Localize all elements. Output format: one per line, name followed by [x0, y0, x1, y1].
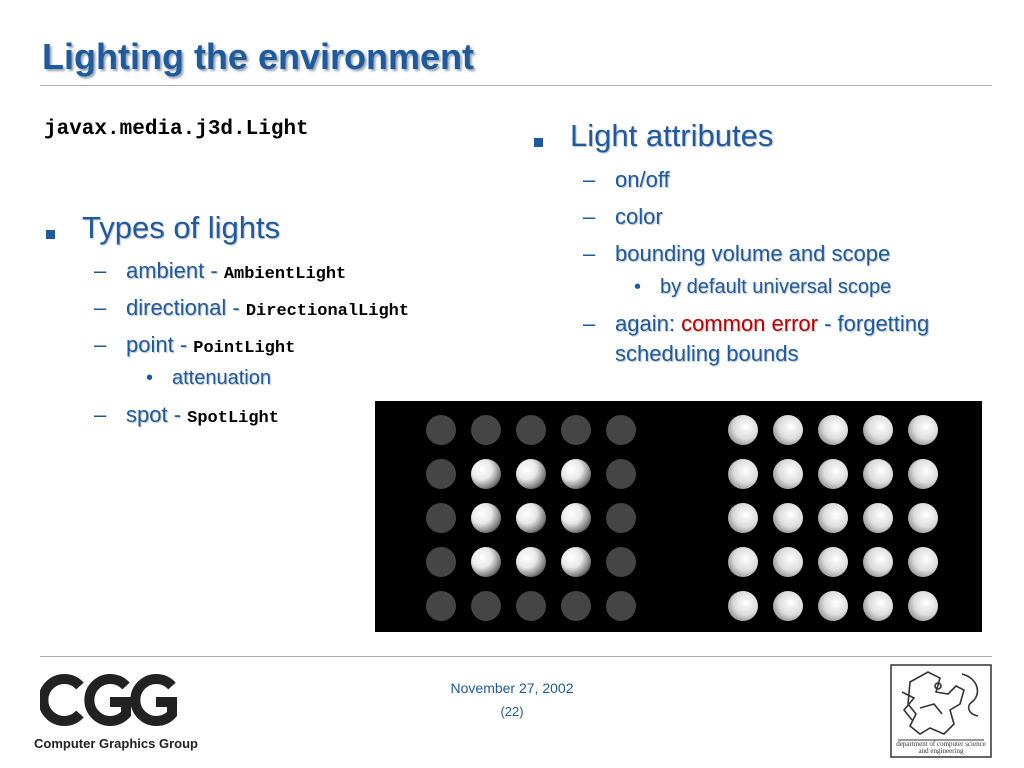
item-code: PointLight	[193, 339, 296, 358]
sphere	[863, 591, 893, 621]
sphere	[426, 503, 456, 533]
department-crest-logo	[890, 664, 992, 758]
sphere	[516, 591, 546, 621]
dash-bullet-icon: –	[583, 204, 596, 229]
crest-caption-line2: and engineering	[918, 747, 964, 755]
list-item-ambient	[126, 258, 346, 284]
sphere	[728, 547, 758, 577]
package-name: javax.media.j3d.Light	[44, 118, 309, 141]
group-name: Computer Graphics Group	[34, 736, 198, 751]
list-item-point	[126, 332, 295, 358]
crest-caption-line1: department of computer science	[896, 740, 986, 748]
sphere	[773, 459, 803, 489]
sphere	[561, 547, 591, 577]
sphere	[516, 503, 546, 533]
sphere	[426, 459, 456, 489]
sphere	[728, 459, 758, 489]
item-label: directional -	[126, 295, 246, 320]
sphere	[606, 503, 636, 533]
dash-bullet-icon: –	[94, 295, 107, 320]
sphere	[908, 503, 938, 533]
dash-bullet-icon: –	[94, 402, 107, 427]
sphere	[516, 415, 546, 445]
sphere	[863, 503, 893, 533]
sphere	[471, 459, 501, 489]
left-sphere-grid	[426, 415, 636, 621]
again-suffix: - forgetting	[817, 311, 930, 336]
slide-title: Lighting the environment	[42, 36, 474, 77]
dash-bullet-icon: –	[583, 167, 596, 192]
sphere	[908, 459, 938, 489]
title-divider	[40, 85, 992, 86]
sphere	[471, 591, 501, 621]
square-bullet-icon	[46, 230, 55, 239]
sphere	[863, 415, 893, 445]
list-item-spot	[126, 402, 279, 428]
sphere	[818, 547, 848, 577]
item-label: spot -	[126, 402, 188, 427]
again-prefix: again:	[615, 311, 682, 336]
right-sphere-grid	[728, 415, 938, 621]
sphere	[818, 591, 848, 621]
dash-bullet-icon: –	[94, 258, 107, 283]
dash-bullet-icon: –	[583, 241, 596, 266]
sphere	[818, 415, 848, 445]
sphere	[773, 503, 803, 533]
sphere	[818, 503, 848, 533]
list-item-directional	[126, 295, 409, 321]
sphere	[426, 415, 456, 445]
sphere	[908, 547, 938, 577]
square-bullet-icon	[534, 138, 543, 147]
sphere-grid-render-image	[375, 401, 982, 632]
list-item-bounding-volume: bounding volume and scope	[615, 241, 891, 266]
sphere	[561, 459, 591, 489]
lion-crest-icon	[890, 664, 992, 758]
footer-divider	[40, 656, 992, 657]
sphere	[728, 503, 758, 533]
dot-bullet-icon: •	[146, 367, 154, 389]
sphere	[863, 459, 893, 489]
sphere	[606, 415, 636, 445]
dash-bullet-icon: –	[94, 332, 107, 357]
sphere	[606, 591, 636, 621]
list-item-common-error	[615, 311, 929, 337]
list-item-attenuation: attenuation	[172, 367, 271, 389]
sphere	[818, 459, 848, 489]
sphere	[471, 547, 501, 577]
sphere	[516, 459, 546, 489]
list-item-color: color	[615, 204, 663, 229]
item-code: AmbientLight	[223, 265, 347, 284]
item-label: ambient -	[126, 258, 224, 283]
sphere	[426, 591, 456, 621]
sphere	[863, 547, 893, 577]
sphere	[606, 459, 636, 489]
sphere	[561, 415, 591, 445]
presentation-date: November 27, 2002	[450, 680, 574, 696]
sphere	[773, 591, 803, 621]
sphere-grid-svg	[375, 401, 982, 632]
sphere	[908, 415, 938, 445]
light-attributes-heading: Light attributes	[570, 118, 774, 153]
sphere	[908, 591, 938, 621]
types-of-lights-heading: Types of lights	[82, 210, 281, 245]
sphere	[561, 503, 591, 533]
common-error-text: common error	[681, 311, 818, 336]
sphere	[471, 503, 501, 533]
dot-bullet-icon: •	[634, 276, 642, 298]
sphere	[516, 547, 546, 577]
list-item-default-scope: by default universal scope	[660, 276, 892, 298]
sphere	[471, 415, 501, 445]
sphere	[728, 591, 758, 621]
sphere	[773, 415, 803, 445]
sphere	[728, 415, 758, 445]
list-item-on-off: on/off	[615, 167, 670, 192]
item-code: DirectionalLight	[245, 302, 410, 321]
sphere	[773, 547, 803, 577]
sphere	[426, 547, 456, 577]
list-item-common-error-line2: scheduling bounds	[615, 341, 799, 366]
item-code: SpotLight	[187, 409, 279, 428]
item-label: point -	[126, 332, 194, 357]
dash-bullet-icon: –	[583, 311, 596, 336]
sphere	[561, 591, 591, 621]
sphere	[606, 547, 636, 577]
page-number: (22)	[500, 704, 524, 719]
